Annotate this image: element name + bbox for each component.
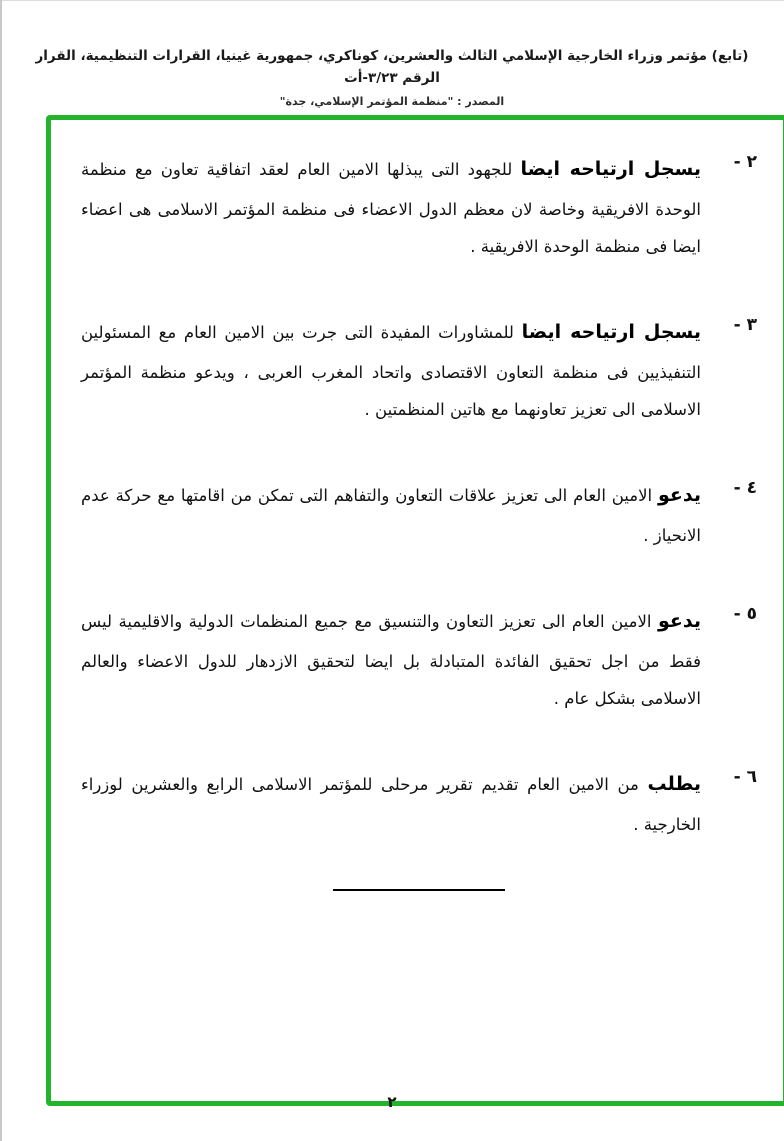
resolution-item-5 [81, 600, 757, 717]
item-lead: يسجل ارتياحه ايضا [520, 158, 701, 180]
page-number: ٢ [387, 1093, 397, 1111]
item-body-text: من الامين العام تقديم تقرير مرحلى للمؤتمر الاسلامى الرابع والعشرين لوزراء الخارجية . [81, 774, 701, 834]
item-body-text: للمشاورات المفيدة التى جرت بين الامين العام مع المسئولين التنفيذيين فى منظمة التعاون الاقتصادى واتحاد المغرب العربى ، ويدعو منظمة المؤتمر الاسلامى الى تعزيز تعاونهما مع هاتين المنظمتين . [81, 323, 701, 419]
item-lead: يسجل ارتياحه ايضا [521, 321, 701, 343]
item-lead: يدعو [657, 609, 701, 632]
item-lead: يطلب [647, 772, 701, 795]
item-number: ٦ - [733, 766, 757, 787]
item-body-text: الامين العام الى تعزيز التعاون والتنسيق مع جميع المنظمات الدولية والاقليمية ليس فقط من اجل تحقيق الفائدة المتبادلة بل ايضا لتحقيق الازدهار للدول الاعضاء والعالم الاسلامى بشكل عام . [81, 611, 701, 708]
item-text [81, 148, 701, 265]
document-header [30, 46, 754, 108]
item-lead: يدعو [657, 484, 701, 506]
item-text [81, 311, 701, 428]
item-text [81, 600, 701, 717]
resolution-item-2 [81, 148, 757, 265]
highlight-border-box [46, 115, 784, 1106]
item-body-text: للجهود التى يبذلها الامين العام لعقد اتفاقية تعاون مع منظمة الوحدة الافريقية وخاصة لان معظم الدول الاعضاء فى منظمة المؤتمر الاسلامى هى اعضاء ايضا فى منظمة الوحدة الافريقية . [81, 160, 701, 256]
item-text [81, 474, 701, 554]
separator-line [333, 889, 505, 891]
resolution-item-3 [81, 311, 757, 428]
item-body-text: الامين العام الى تعزيز علاقات التعاون والتفاهم التى تمكن من اقامتها مع حركة عدم الانحياز . [81, 486, 701, 545]
document-source-line: المصدر : "منظمة المؤتمر الإسلامي، جدة" [279, 95, 505, 109]
item-text [81, 763, 701, 843]
resolution-item-6 [81, 763, 757, 843]
item-number: ٤ - [733, 478, 757, 498]
document-title-line: (تابع) مؤتمر وزراء الخارجية الإسلامي الثالث والعشرين، كوناكري، جمهورية غينيا، القرارات التنظيمية، القرار الرقم ٣/٢٣-أت [35, 48, 749, 86]
item-number: ٣ - [733, 315, 757, 335]
resolution-item-4 [81, 474, 757, 554]
item-number: ٢ - [733, 152, 757, 172]
item-number: ٥ - [733, 603, 757, 624]
